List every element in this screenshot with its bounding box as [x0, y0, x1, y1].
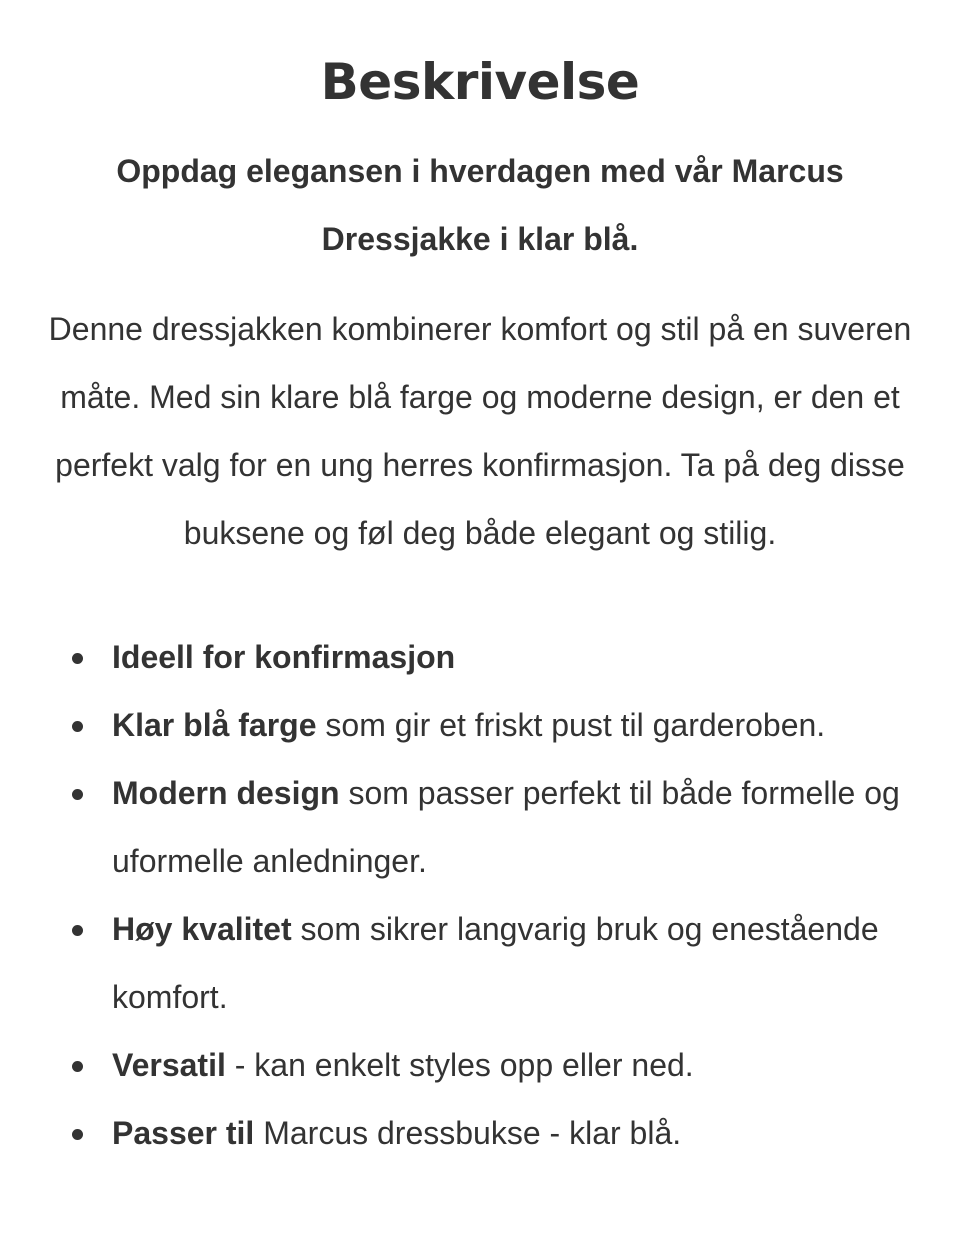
feature-item	[112, 759, 930, 895]
feature-item	[112, 895, 930, 1031]
bullet-icon	[72, 653, 83, 664]
feature-item	[112, 623, 930, 691]
feature-text: som gir et friskt pust til garderoben.	[316, 707, 826, 743]
subheading: Oppdag elegansen i hverdagen med vår Marcus Dressjakke i klar blå.	[116, 153, 844, 257]
feature-label: Ideell for konfirmasjon	[112, 639, 456, 675]
feature-item	[112, 1099, 930, 1167]
page-title: Beskrivelse	[320, 53, 640, 111]
bullet-icon	[72, 1129, 83, 1140]
feature-text: - kan enkelt styles opp eller ned.	[225, 1047, 694, 1083]
feature-label: Versatil	[112, 1047, 226, 1083]
feature-item	[112, 1031, 930, 1099]
feature-list	[30, 623, 930, 1167]
feature-label: Passer til	[112, 1115, 255, 1151]
feature-text: som passer perfekt til både formelle og uformelle anledninger.	[112, 775, 900, 879]
bullet-icon	[72, 925, 83, 936]
feature-text: Marcus dressbukse - klar blå.	[254, 1115, 682, 1151]
feature-label: Høy kvalitet	[112, 911, 292, 947]
feature-label: Modern design	[112, 775, 340, 811]
bullet-icon	[72, 721, 83, 732]
feature-text: som sikrer langvarig bruk og enestående komfort.	[112, 911, 879, 1015]
bullet-icon	[72, 789, 83, 800]
feature-label: Klar blå farge	[112, 707, 317, 743]
bullet-icon	[72, 1061, 83, 1072]
feature-item	[112, 691, 930, 759]
intro-paragraph: Denne dressjakken kombinerer komfort og stil på en suveren måte. Med sin klare blå farge og moderne design, er den et perfekt valg for en ung herres konfirmasjon. Ta på deg disse buksene og føl deg både elegant og stilig.	[48, 311, 912, 551]
